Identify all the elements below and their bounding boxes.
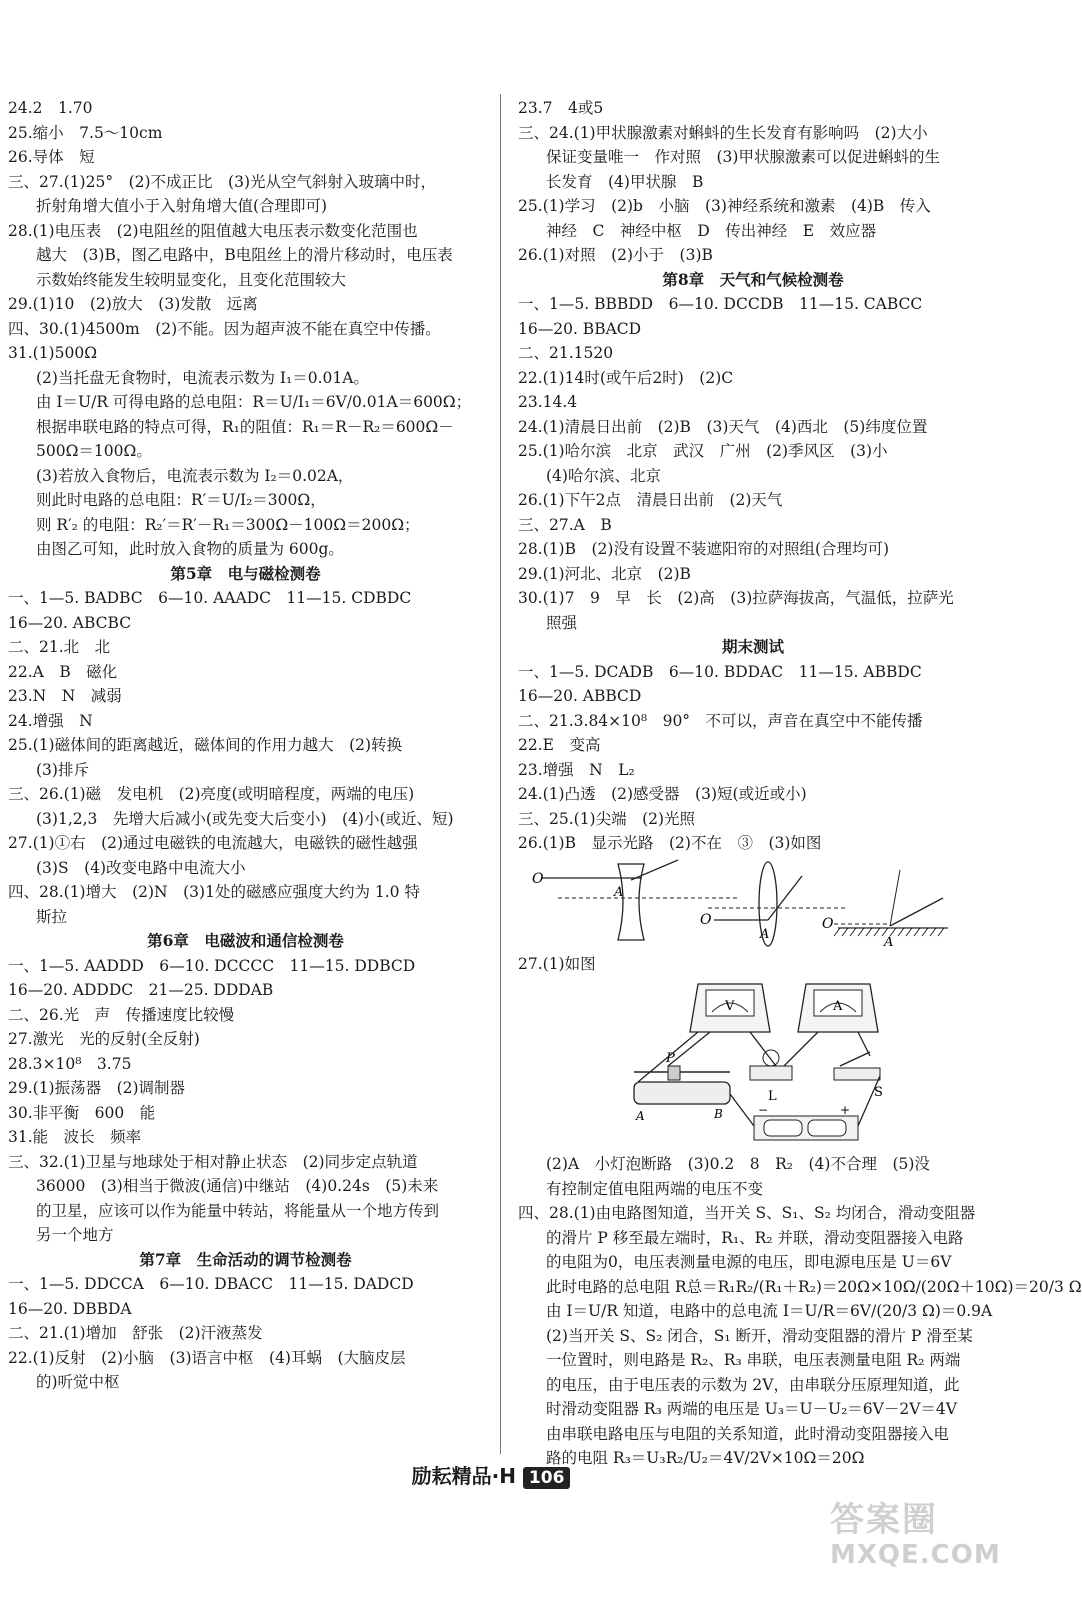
answer-line: 26.导体 短 — [8, 148, 95, 166]
answer-line: 折射角增大值小于入射角增大值(合理即可) — [36, 197, 328, 215]
answer-line: 一、1—5. DDCCA 6—10. DBACC 11—15. DADCD — [8, 1275, 414, 1293]
bulb-label-l: L — [768, 1089, 777, 1104]
answer-line: 保证变量唯一 作对照 (3)甲状腺激素可以促进蝌蚪的生 — [546, 148, 940, 166]
answer-line: 29.(1)振荡器 (2)调制器 — [8, 1079, 186, 1097]
battery-minus: − — [758, 1103, 769, 1117]
answer-line: 三、26.(1)磁 发电机 (2)亮度(或明暗程度，两端的电压) — [8, 785, 415, 803]
answer-line: 26.(1)下午2点 清晨日出前 (2)天气 — [518, 491, 783, 509]
answer-line: 23.N N 减弱 — [8, 687, 122, 705]
answer-line: 28.(1)电压表 (2)电阻丝的阻值越大电压表示数变化范围也 — [8, 221, 418, 240]
voltmeter-label: V — [725, 999, 735, 1014]
answer-line: 25.缩小 7.5～10cm — [8, 123, 163, 142]
section-heading: 第6章 电磁波和通信检测卷 — [147, 931, 344, 950]
optics-label-a1: A — [614, 884, 624, 900]
answer-line: 22.E 变高 — [518, 736, 601, 754]
answer-line: 另一个地方 — [36, 1226, 114, 1244]
watermark-line2: MXQE.COM — [830, 1540, 1001, 1570]
q27-label: 27.(1)如图 — [518, 954, 596, 973]
answer-line: 24.(1)凸透 (2)感受器 (3)短(或近或小) — [518, 785, 807, 803]
answer-line: 长发育 (4)甲状腺 B — [546, 172, 704, 191]
battery-plus: + — [840, 1103, 851, 1117]
answer-line: 29.(1)10 (2)放大 (3)发散 远离 — [8, 295, 258, 313]
section-heading: 第5章 电与磁检测卷 — [170, 563, 321, 583]
answer-line: (2)当开关 S、S₂ 闭合，S₁ 断开，滑动变阻器的滑片 P 滑至某 — [546, 1326, 973, 1345]
answer-line: 二、26.光 声 传播速度比较慢 — [8, 1005, 235, 1024]
answer-line: 27.激光 光的反射(全反射) — [8, 1030, 200, 1048]
answer-line: 三、27.A B — [518, 515, 612, 534]
answer-line: 25.(1)磁体间的距离越近，磁体间的作用力越大 (2)转换 — [8, 736, 403, 754]
answer-line: 三、27.(1)25° (2)不成正比 (3)光从空气斜射入玻璃中时， — [8, 172, 436, 191]
optics-label-o1: O — [532, 870, 544, 887]
answer-line: 31.能 波长 频率 — [8, 1128, 142, 1146]
page-number: 106 — [523, 1467, 571, 1489]
answer-line: 一、1—5. BADBC 6—10. AAADC 11—15. CDBDC — [8, 589, 412, 607]
answer-line: 则此时电路的总电阻：R′＝U/I₂＝300Ω， — [36, 491, 326, 509]
answer-line: 26.(1)B 显示光路 (2)不在 ③ (3)如图 — [518, 834, 822, 852]
answer-line: 16—20. ABCBC — [8, 613, 132, 632]
answer-line: 根据串联电路的特点可得，R₁的阻值：R₁＝R－R₂＝600Ω－ — [36, 417, 454, 436]
answer-line: 27.(1)①右 (2)通过电磁铁的电流越大，电磁铁的磁性越强 — [8, 834, 418, 852]
answer-line: 23.14.4 — [518, 393, 578, 411]
answer-line: 一、1—5. AADDD 6—10. DCCCC 11—15. DDBCD — [8, 956, 416, 975]
answer-line: 四、28.(1)由电路图知道，当开关 S、S₁、S₂ 均闭合，滑动变阻器 — [518, 1204, 976, 1222]
answer-line: 越大 (3)B，图乙电路中，B电阻丝上的滑片移动时，电压表 — [36, 246, 453, 264]
answer-line: 时滑动变阻器 R₃ 两端的电压是 U₃＝U－U₂＝6V－2V＝4V — [546, 1400, 957, 1418]
optics-diagrams — [518, 856, 948, 948]
answer-line: 28.3×10⁸ 3.75 — [8, 1054, 132, 1073]
answer-line: (4)哈尔滨、北京 — [546, 466, 661, 485]
answer-line: 16—20. DBBDA — [8, 1299, 132, 1318]
answer-line: 有控制定值电阻两端的电压不变 — [546, 1179, 764, 1198]
answer-line: 则 R′₂ 的电阻：R₂′＝R′－R₁＝300Ω－100Ω＝200Ω； — [36, 515, 420, 534]
slider-label-p: P — [666, 1051, 675, 1066]
answer-line: 29.(1)河北、北京 (2)B — [518, 564, 691, 583]
answer-line: 22.(1)反射 (2)小脑 (3)语言中枢 (4)耳蜗 (大脑皮层 — [8, 1348, 406, 1367]
optics-label-o3: O — [822, 915, 834, 932]
answer-line: 的电阻为0，电压表测量电源的电压，即电源电压是 U＝6V — [546, 1253, 952, 1271]
section-heading: 期末测试 — [721, 637, 784, 656]
answer-line: 照强 — [546, 613, 578, 632]
watermark — [830, 1500, 1001, 1590]
answer-line: 的)听觉中枢 — [36, 1373, 120, 1391]
switch-label-s: S — [874, 1085, 883, 1100]
answer-line: 16—20. ABBCD — [518, 687, 642, 705]
ammeter-label: A — [833, 999, 843, 1014]
answer-line: 30.(1)7 9 早 长 (2)高 (3)拉萨海拔高，气温低，拉萨光 — [518, 589, 954, 607]
circuit-diagram — [518, 976, 958, 1148]
answer-line: 16—20. ADDDC 21—25. DDDAB — [8, 981, 274, 999]
answer-line: 22.(1)14时(或午后2时) (2)C — [518, 368, 734, 387]
answer-line: (2)A 小灯泡断路 (3)0.2 8 R₂ (4)不合理 (5)没 — [546, 1155, 930, 1173]
right-column — [518, 96, 1082, 1471]
rheostat-terminal-b: B — [714, 1107, 723, 1121]
optics-label-o2: O — [700, 911, 712, 928]
answer-line: 的滑片 P 移至最左端时，R₁、R₂ 并联，滑动变阻器接入电路 — [546, 1228, 964, 1247]
answer-line: 24.(1)清晨日出前 (2)B (3)天气 (4)西北 (5)纬度位置 — [518, 417, 928, 436]
answer-line: 二、21.北 北 — [8, 638, 111, 656]
answer-line: 由串联电路电压与电阻的关系知道，此时滑动变阻器接入电 — [546, 1424, 950, 1443]
answer-line: 31.(1)500Ω — [8, 344, 98, 362]
answer-line: 四、28.(1)增大 (2)N (3)1处的磁感应强度大约为 1.0 特 — [8, 883, 420, 901]
answer-line: (3)若放入食物后，电流表示数为 I₂＝0.02A， — [36, 466, 354, 485]
answer-line: 三、32.(1)卫星与地球处于相对静止状态 (2)同步定点轨道 — [8, 1152, 418, 1171]
answer-line: 由 I＝U/R 知道，电路中的总电流 I＝U/R＝6V/(20/3 Ω)＝0.9A — [546, 1302, 993, 1320]
page-footer — [376, 1460, 606, 1494]
rheostat-terminal-a: A — [636, 1109, 645, 1123]
column-divider — [500, 94, 501, 1454]
right-bottom-answers — [518, 1152, 1082, 1471]
answer-line: 的电压，由于电压表的示数为 2V，由串联分压原理知道，此 — [546, 1375, 960, 1394]
answer-line: 二、21.1520 — [518, 344, 614, 362]
answer-line: 四、30.(1)4500m (2)不能。因为超声波不能在真空中传播。 — [8, 319, 441, 338]
answer-line: 25.(1)哈尔滨 北京 武汉 广州 (2)季风区 (3)小 — [518, 442, 888, 460]
answer-line: 23.7 4或5 — [518, 99, 604, 117]
answer-line: 的卫星，应该可以作为能量中转站，将能量从一个地方传到 — [36, 1201, 440, 1220]
answer-line: (3)排斥 — [36, 760, 89, 779]
answer-line: 28.(1)B (2)没有设置不装遮阳帘的对照组(合理均可) — [518, 540, 890, 558]
footer-brand: 励耘精品·H — [411, 1464, 516, 1488]
answer-line: (2)当托盘无食物时，电流表示数为 I₁＝0.01A。 — [36, 368, 369, 387]
answer-line: 示数始终能发生较明显变化，且变化范围较大 — [36, 270, 347, 289]
answer-line: 斯拉 — [36, 907, 68, 926]
answer-line: 由 I＝U/R 可得电路的总电阻：R＝U/I₁＝6V/0.01A＝600Ω； — [36, 393, 472, 411]
answer-line: 路的电阻 R₃＝U₃R₂/U₂＝4V/2V×10Ω＝20Ω — [546, 1449, 865, 1467]
answer-line: 三、25.(1)尖端 (2)光照 — [518, 809, 696, 828]
answer-line: 由图乙可知，此时放入食物的质量为 600g。 — [36, 540, 344, 558]
optics-label-a2: A — [760, 926, 770, 942]
answer-line: 25.(1)学习 (2)b 小脑 (3)神经系统和激素 (4)B 传入 — [518, 197, 931, 215]
answer-line: 一、1—5. DCADB 6—10. BDDAC 11—15. ABBDC — [518, 662, 922, 681]
answer-line: (3)S (4)改变电路中电流大小 — [36, 858, 246, 877]
watermark-line1: 答案圈 — [830, 1500, 938, 1540]
optics-label-a3: A — [884, 934, 894, 950]
answer-line: 26.(1)对照 (2)小于 (3)B — [518, 246, 713, 264]
answer-line: 24.2 1.70 — [8, 99, 93, 117]
answer-line: 500Ω＝100Ω。 — [36, 442, 152, 460]
answer-line: 二、21.3.84×10⁸ 90° 不可以，声音在真空中不能传播 — [518, 711, 923, 730]
answer-line: 30.非平衡 600 能 — [8, 1103, 156, 1122]
answer-line: 一、1—5. BBBDD 6—10. DCCDB 11—15. CABCC — [518, 295, 923, 313]
answer-line: 一位置时，则电路是 R₂、R₃ 串联，电压表测量电阻 R₂ 两端 — [546, 1351, 961, 1369]
answer-line: 22.A B 磁化 — [8, 662, 118, 681]
answer-line: 神经 C 神经中枢 D 传出神经 E 效应器 — [546, 221, 877, 240]
answer-line: 二、21.(1)增加 舒张 (2)汗液蒸发 — [8, 1324, 263, 1342]
answer-line: 24.增强 N — [8, 711, 93, 730]
answer-line: 三、24.(1)甲状腺激素对蝌蚪的生长发育有影响吗 (2)大小 — [518, 123, 928, 142]
right-top-answers — [518, 96, 988, 856]
section-heading: 第7章 生命活动的调节检测卷 — [139, 1249, 352, 1269]
left-column — [8, 96, 483, 1395]
answer-line: 36000 (3)相当于微波(通信)中继站 (4)0.24s (5)未来 — [36, 1177, 439, 1195]
section-heading: 第8章 天气和气候检测卷 — [662, 269, 844, 289]
answer-line: 16—20. BBACD — [518, 319, 642, 338]
answer-line: (3)1,2,3 先增大后减小(或先变大后变小) (4)小(或近、短) — [36, 809, 454, 828]
answer-line: 此时电路的总电阻 R总＝R₁R₂/(R₁＋R₂)＝20Ω×10Ω/(20Ω＋10Ω)＝20/3 Ω — [546, 1277, 1082, 1296]
answer-line: 23.增强 N L₂ — [518, 760, 635, 779]
